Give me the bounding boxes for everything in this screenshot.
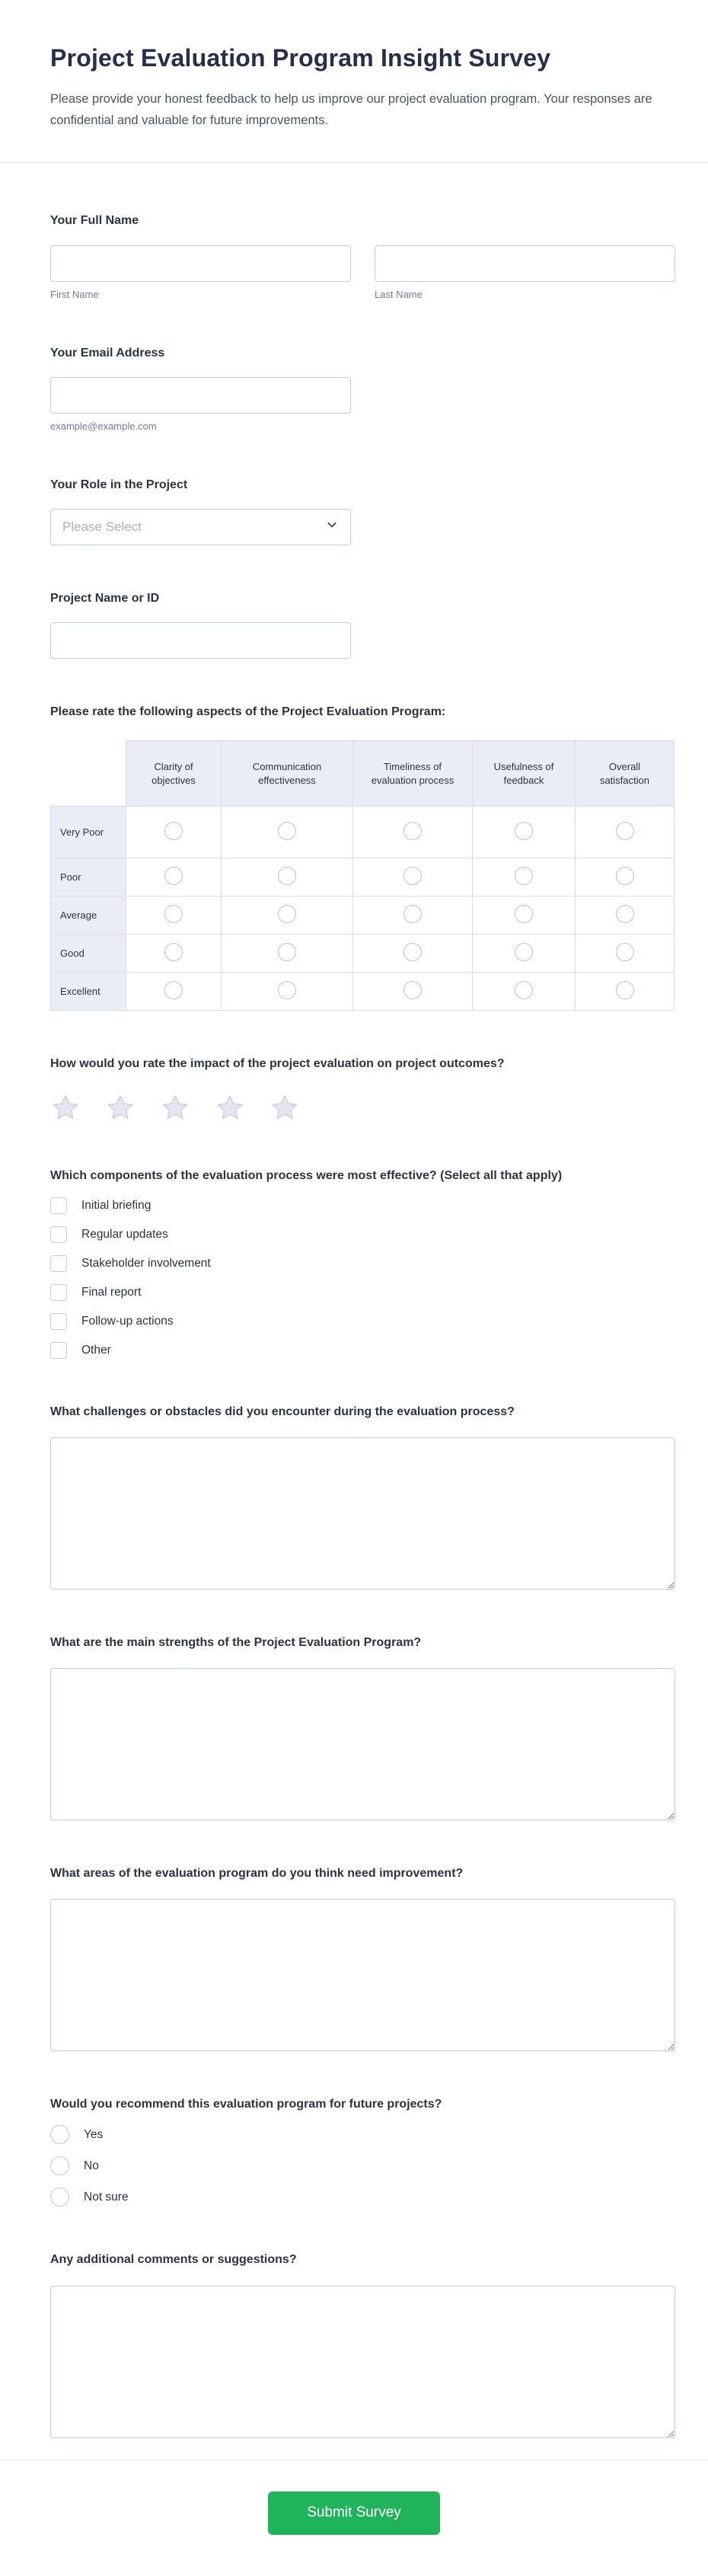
matrix-radio[interactable] (403, 867, 422, 885)
question-components (50, 1167, 675, 1358)
matrix-radio[interactable] (616, 981, 634, 999)
components-checkbox[interactable] (50, 1226, 67, 1243)
components-checkbox[interactable] (50, 1313, 67, 1330)
checkbox-option (50, 1342, 675, 1359)
matrix-row-excellent (51, 973, 675, 1011)
role-select[interactable] (50, 509, 351, 545)
matrix-radio[interactable] (403, 943, 422, 961)
question-impact-rating (50, 1055, 675, 1123)
components-checkbox[interactable] (50, 1342, 67, 1359)
first-name-sublabel: First Name (50, 288, 99, 300)
radio-option-label: Yes (84, 2127, 104, 2141)
submit-survey-button[interactable]: Submit Survey (268, 2491, 440, 2535)
checkbox-option (50, 1197, 675, 1214)
matrix-row-label: Very Poor (51, 807, 126, 858)
checkbox-option-label: Regular updates (81, 1227, 168, 1241)
question-challenges (50, 1403, 675, 1590)
matrix-header-row (51, 741, 675, 807)
star-rating (50, 1094, 675, 1123)
matrix-radio[interactable] (515, 867, 533, 885)
project-name-label: Project Name or ID (50, 591, 160, 605)
matrix-radio[interactable] (616, 905, 634, 923)
question-email (50, 344, 675, 432)
matrix-row-average (51, 896, 675, 935)
matrix-row-poor (51, 858, 675, 896)
matrix-radio[interactable] (403, 981, 422, 999)
name-fields-row (50, 245, 675, 300)
radio-option (50, 2188, 675, 2207)
checkbox-option (50, 1226, 675, 1243)
matrix-row-good (51, 935, 675, 973)
matrix-radio[interactable] (515, 822, 533, 840)
star-icon[interactable] (105, 1094, 136, 1123)
matrix-radio[interactable] (278, 943, 296, 961)
components-options (50, 1197, 675, 1359)
components-checkbox[interactable] (50, 1255, 67, 1272)
first-name-input[interactable] (50, 245, 351, 282)
challenges-label: What challenges or obstacles did you encounter during the evaluation process? (50, 1405, 515, 1418)
matrix-radio[interactable] (515, 943, 533, 961)
checkbox-option (50, 1255, 675, 1272)
form-header (0, 0, 708, 163)
radio-option (50, 2156, 675, 2175)
radio-option (50, 2125, 675, 2144)
star-icon[interactable] (215, 1094, 245, 1123)
matrix-col-header: Usefulness of feedback (473, 741, 576, 807)
question-comments (50, 2251, 675, 2437)
matrix-radio[interactable] (616, 867, 634, 885)
question-strengths (50, 1634, 675, 1820)
matrix-col-header: Timeliness of evaluation process (353, 741, 473, 807)
email-field[interactable] (50, 377, 351, 414)
star-icon[interactable] (160, 1094, 190, 1123)
comments-label: Any additional comments or suggestions? (50, 2253, 297, 2267)
matrix-radio[interactable] (278, 867, 296, 885)
checkbox-option-label: Other (81, 1343, 111, 1357)
checkbox-option (50, 1313, 675, 1330)
strengths-label: What are the main strengths of the Project Evaluation Program? (50, 1635, 422, 1649)
matrix-row-very-poor (51, 807, 675, 858)
radio-option-label: No (84, 2159, 99, 2172)
question-improvements (50, 1865, 675, 2051)
matrix-radio[interactable] (403, 822, 422, 840)
comments-textarea[interactable] (50, 2286, 675, 2438)
project-name-input[interactable] (50, 622, 351, 659)
last-name-col (375, 245, 675, 300)
matrix-radio[interactable] (278, 981, 296, 999)
components-label: Which components of the evaluation process were most effective? (Select all that apply) (50, 1169, 563, 1183)
matrix-row-label: Average (51, 896, 126, 935)
question-matrix (50, 703, 675, 1011)
email-sublabel: example@example.com (50, 420, 157, 432)
chevron-down-icon (325, 518, 339, 535)
matrix-col-header: Clarity of objectives (126, 741, 222, 807)
checkbox-option-label: Final report (81, 1285, 142, 1299)
question-full-name (50, 212, 675, 299)
matrix-radio[interactable] (278, 905, 296, 923)
matrix-radio[interactable] (164, 905, 183, 923)
star-icon[interactable] (50, 1094, 81, 1123)
matrix-radio[interactable] (164, 943, 183, 961)
form-body (0, 163, 708, 2437)
matrix-radio[interactable] (164, 981, 183, 999)
radio-option-label: Not sure (84, 2190, 129, 2204)
matrix-radio[interactable] (164, 822, 183, 840)
checkbox-option-label: Initial briefing (81, 1198, 151, 1212)
checkbox-option (50, 1284, 675, 1301)
full-name-label: Your Full Name (50, 214, 139, 228)
matrix-row-label: Poor (51, 858, 126, 896)
role-label: Your Role in the Project (50, 478, 188, 491)
matrix-col-header: Overall satisfaction (576, 741, 675, 807)
matrix-radio[interactable] (515, 905, 533, 923)
impact-rating-label: How would you rate the impact of the project evaluation on project outcomes? (50, 1057, 505, 1071)
first-name-col (50, 245, 351, 300)
matrix-col-header: Communication effectiveness (222, 741, 353, 807)
last-name-input[interactable] (375, 245, 675, 282)
question-recommend (50, 2095, 675, 2207)
recommend-radio[interactable] (50, 2188, 69, 2207)
question-project-name (50, 590, 675, 659)
last-name-sublabel: Last Name (375, 288, 423, 300)
matrix-corner-cell (51, 741, 126, 807)
star-icon[interactable] (269, 1094, 300, 1123)
recommend-label: Would you recommend this evaluation program for future projects? (50, 2098, 442, 2111)
question-role (50, 476, 675, 545)
page-title: Project Evaluation Program Insight Survey (50, 44, 551, 72)
role-select-placeholder: Please Select (62, 519, 142, 534)
improvements-textarea[interactable] (50, 1899, 675, 2051)
matrix-row-label: Good (51, 935, 126, 973)
checkbox-option-label: Stakeholder involvement (81, 1256, 211, 1270)
improvements-label: What areas of the evaluation program do you think need improvement? (50, 1867, 464, 1881)
matrix-radio[interactable] (403, 905, 422, 923)
recommend-radio[interactable] (50, 2156, 69, 2175)
recommend-options (50, 2125, 675, 2207)
matrix-radio[interactable] (278, 822, 296, 840)
matrix-radio[interactable] (616, 943, 634, 961)
matrix-row-label: Excellent (51, 973, 126, 1011)
checkbox-option-label: Follow-up actions (81, 1314, 174, 1328)
recommend-radio[interactable] (50, 2125, 69, 2144)
strengths-textarea[interactable] (50, 1668, 675, 1820)
page-subtitle: Please provide your honest feedback to help us improve our project evaluation program. Your responses are confidential and valuable for future improvements. (50, 91, 652, 128)
matrix-radio[interactable] (515, 981, 533, 999)
matrix-radio[interactable] (164, 867, 183, 885)
matrix-radio[interactable] (616, 822, 634, 840)
matrix-label: Please rate the following aspects of the Project Evaluation Program: (50, 705, 446, 719)
components-checkbox[interactable] (50, 1284, 67, 1301)
rating-matrix-table (50, 740, 675, 1011)
components-checkbox[interactable] (50, 1197, 67, 1214)
challenges-textarea[interactable] (50, 1437, 675, 1590)
form-footer (0, 2459, 708, 2576)
email-label: Your Email Address (50, 346, 165, 360)
